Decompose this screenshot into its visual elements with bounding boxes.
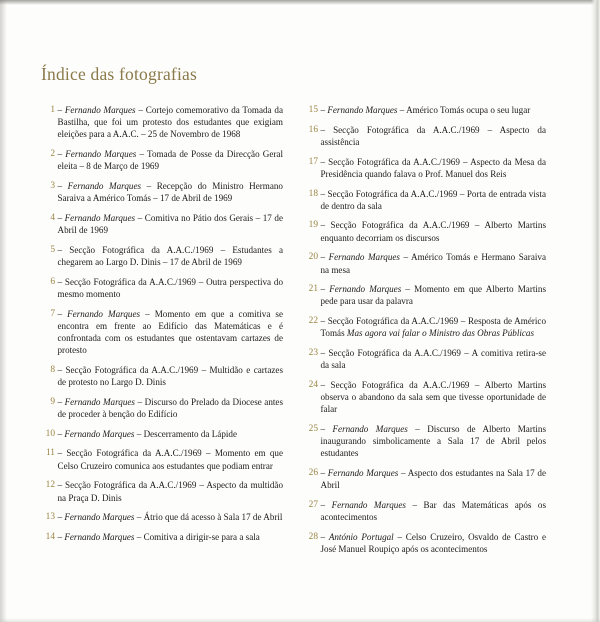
entry-number: 17	[308, 156, 318, 167]
index-entry	[304, 219, 546, 243]
entry-credit: Fernando Marques	[65, 149, 137, 160]
entry-description: Aspecto da assistência	[320, 124, 547, 147]
entry-description: Recepção do Ministro Hermano Saraiva a Américo Tomás – 17 de Abril de 1969	[57, 181, 283, 204]
entry-separator-dash: –	[57, 448, 67, 459]
entry-separator-dash: –	[405, 500, 424, 511]
entry-separator-dash: –	[320, 316, 328, 327]
entry-separator-dash: –	[57, 308, 68, 319]
index-entry	[41, 104, 283, 141]
entry-separator-dash: –	[393, 531, 406, 542]
index-entry	[41, 364, 283, 388]
entry-credit: Secção Fotográfica da A.A.C./1969	[64, 276, 196, 287]
entry-credit: Secção Fotográfica da A.A.C./1969	[65, 480, 197, 491]
entry-separator-dash: –	[320, 424, 333, 435]
entry-credit: Secção Fotográfica da A.A.C./1969	[333, 124, 480, 135]
entry-separator-dash: –	[459, 156, 471, 167]
entry-separator-dash: –	[57, 181, 68, 192]
entry-description: Américo Tomás ocupa o seu lugar	[406, 105, 531, 115]
index-entry	[41, 276, 283, 300]
entry-number: 24	[308, 379, 318, 390]
entry-number: 4	[50, 212, 55, 223]
entry-description: Momento em que a comitiva se encontra em frente ao Edifício das Matemáticas e é confrontada com os estudantes que ostentavam cartazes de protesto	[57, 308, 283, 356]
entry-credit: Fernando Marques	[327, 105, 398, 115]
entry-number: 25	[308, 424, 318, 435]
entry-body	[321, 315, 547, 339]
entry-description: Discurso do Prelado da Diocese antes de proceder à benção do Edifício	[57, 396, 283, 420]
page-title: Índice das fotografias	[41, 64, 198, 84]
entry-description: Aspecto da Mesa da Presidência quando falava o Prof. Manuel dos Reis	[320, 156, 547, 179]
entry-body	[321, 104, 547, 116]
entry-separator-dash: –	[320, 348, 329, 359]
entry-number: 18	[308, 188, 318, 199]
entry-number: 14	[45, 531, 55, 542]
entry-quoted-title: Mas agora vai falar o Ministro das Obras Públicas	[346, 328, 534, 339]
entry-description: Tomada de Posse da Direcção Geral eleita – 8 de Março de 1969	[57, 149, 283, 172]
entry-separator-dash: –	[320, 105, 328, 115]
entry-body	[58, 447, 284, 471]
entry-number: 22	[308, 316, 318, 327]
index-entry	[304, 315, 546, 339]
entry-description: Aspecto dos estudantes na Sala 17 de Abril	[320, 468, 546, 491]
entry-body	[321, 347, 547, 371]
entry-body	[58, 396, 284, 420]
entry-separator-dash: –	[320, 531, 329, 542]
entry-separator-dash: –	[479, 124, 500, 135]
entry-body	[58, 212, 284, 236]
entry-number: 3	[50, 181, 55, 192]
entry-description: Alberto Martins observa o abandono da sala sem que tivesse oportunidade de falar	[320, 379, 546, 415]
entry-credit: Secção Fotográfica da A.A.C./1969	[69, 244, 214, 255]
entry-number: 16	[308, 124, 318, 135]
entry-credit: Secção Fotográfica da A.A.C./1969	[328, 156, 460, 167]
entry-number: 26	[308, 468, 318, 479]
entry-description: Comitiva no Pátio dos Gerais – 17 de Abril de 1969	[57, 212, 284, 236]
entry-separator-dash: –	[320, 284, 330, 295]
entry-body	[58, 531, 284, 543]
index-entry	[304, 251, 546, 275]
scan-edge-right	[591, 0, 600, 622]
entry-credit: Fernando Marques	[67, 308, 141, 319]
entry-credit: Fernando Marques	[67, 181, 142, 192]
entry-separator-dash: –	[397, 105, 407, 115]
entry-description: Cortejo comemorativo da Tomada da Bastilha, que foi um protesto dos estudantes que exigiam eleições para a A.A.C. – 25 de Novembro de 1968	[57, 105, 283, 140]
entry-credit: Fernando Marques	[331, 500, 406, 511]
entry-separator-dash: –	[140, 308, 155, 319]
entry-description: Descerramento da Lápide	[143, 428, 237, 439]
entry-separator-dash: –	[57, 480, 66, 491]
entry-body	[58, 511, 284, 523]
entry-credit: Fernando Marques	[329, 284, 402, 295]
entry-separator-dash: –	[57, 396, 65, 407]
entry-description: Estudantes a chegarem ao Largo D. Dinis – 17 de Abril de 1969	[57, 244, 283, 268]
entry-separator-dash: –	[320, 124, 334, 135]
entry-separator-dash: –	[213, 244, 233, 255]
index-entry	[41, 479, 283, 503]
entry-body	[58, 244, 284, 268]
entry-body	[321, 499, 547, 523]
entry-separator-dash: –	[136, 149, 148, 160]
entry-separator-dash: –	[320, 220, 331, 231]
entry-separator-dash: –	[320, 500, 332, 511]
entry-body	[58, 276, 284, 300]
entry-body	[58, 364, 284, 388]
entry-separator-dash: –	[134, 512, 144, 523]
index-entry	[304, 104, 546, 116]
entry-number: 28	[308, 531, 318, 542]
entry-separator-dash: –	[141, 181, 157, 192]
index-entry	[41, 180, 283, 204]
index-entry	[304, 188, 546, 212]
entry-number: 5	[50, 244, 55, 255]
entry-credit: Secção Fotográfica da A.A.C./1969	[65, 364, 199, 375]
entry-separator-dash: –	[320, 156, 329, 167]
entry-number: 9	[50, 396, 55, 407]
entry-description: Momento em que Alberto Martins pede para usar da palavra	[320, 284, 546, 307]
entry-separator-dash: –	[57, 364, 66, 375]
entry-separator-dash: –	[469, 220, 485, 231]
entry-separator-dash: –	[57, 428, 65, 439]
entry-credit: Secção Fotográfica da A.A.C./1969	[66, 448, 202, 459]
index-entry	[41, 447, 283, 471]
entry-body	[58, 104, 284, 141]
entry-description: Outra perspectiva do mesmo momento	[57, 276, 283, 299]
entry-number: 21	[308, 284, 318, 295]
entry-separator-dash: –	[460, 348, 472, 359]
index-entry	[41, 148, 283, 172]
entry-description: Bar das Matemáticas após os acontecimentos	[320, 500, 546, 523]
entry-separator-dash: –	[399, 252, 412, 263]
entry-credit: Fernando Marques	[64, 396, 135, 407]
index-column-right	[304, 104, 546, 563]
entry-separator-dash: –	[198, 364, 210, 375]
entry-number: 2	[50, 149, 55, 160]
entry-description: Aspecto da multidão na Praça D. Dinis	[57, 480, 283, 503]
entry-credit: Secção Fotográfica da A.A.C./1969	[330, 220, 470, 231]
entry-number: 6	[50, 276, 55, 287]
entry-description: Alberto Martins enquanto decorriam os discursos	[320, 220, 546, 243]
entry-body	[321, 283, 547, 307]
entry-body	[321, 219, 547, 243]
index-entry	[41, 396, 283, 420]
entry-number: 1	[50, 105, 55, 115]
entry-separator-dash: –	[320, 252, 329, 263]
entry-credit: Fernando Marques	[64, 212, 136, 223]
entry-description: Momento em que Celso Cruzeiro comunica aos estudantes que podiam entrar	[57, 448, 283, 471]
index-entry	[41, 428, 283, 440]
entry-credit: Fernando Marques	[64, 512, 135, 523]
index-entry	[304, 124, 546, 148]
entry-credit: Fernando Marques	[64, 428, 135, 439]
entry-credit: Fernando Marques	[328, 252, 400, 263]
entry-number: 20	[308, 252, 318, 263]
entry-separator-dash: –	[407, 424, 428, 435]
index-entry	[304, 467, 546, 491]
entry-credit: António Portugal	[328, 531, 394, 542]
entry-separator-dash: –	[201, 448, 215, 459]
index-entry	[304, 499, 546, 523]
entry-separator-dash: –	[195, 276, 207, 287]
index-entry	[41, 308, 283, 357]
entry-body	[58, 428, 284, 440]
entry-separator-dash: –	[57, 276, 65, 287]
entry-description: A comitiva retira-se da sala	[320, 348, 546, 371]
scan-shadow-top-edge	[0, 0, 600, 5]
index-entry	[41, 244, 283, 268]
entry-body	[321, 124, 547, 148]
index-entry	[41, 531, 283, 543]
entry-body	[321, 188, 547, 212]
entry-separator-dash: –	[398, 468, 408, 479]
entry-separator-dash: –	[57, 531, 65, 542]
entry-separator-dash: –	[135, 212, 145, 223]
index-entry	[304, 283, 546, 307]
entry-body	[321, 531, 547, 555]
entry-separator-dash: –	[134, 531, 144, 542]
entry-credit: Fernando Marques	[64, 531, 135, 542]
entry-separator-dash: –	[457, 188, 467, 199]
entry-separator-dash: –	[469, 379, 485, 390]
index-entry	[304, 531, 546, 555]
entry-credit: Secção Fotográfica da A.A.C./1969	[330, 379, 470, 390]
scan-shadow-bottom-edge	[0, 618, 600, 622]
entry-credit: Fernando Marques	[327, 468, 399, 479]
entry-number: 13	[45, 512, 55, 523]
entry-credit: Secção Fotográfica da A.A.C./1969	[327, 316, 459, 327]
entry-body	[58, 308, 284, 357]
entry-description: Celso Cruzeiro, Osvaldo de Castro e José Manuel Roupiço após os acontecimentos	[320, 531, 547, 555]
entry-description: Porta de entrada vista de dentro da sala	[320, 188, 546, 211]
entry-description: Átrio que dá acesso à Sala 17 de Abril	[143, 512, 283, 523]
entry-separator-dash: –	[401, 284, 415, 295]
entry-description: Resposta de Américo Tomás	[320, 316, 546, 339]
entry-separator-dash: –	[57, 244, 70, 255]
entry-body	[58, 479, 284, 503]
index-entry	[304, 347, 546, 371]
index-entry	[41, 212, 283, 236]
entry-separator-dash: –	[57, 149, 66, 160]
index-entry	[304, 379, 546, 416]
entry-body	[321, 251, 547, 275]
entry-credit: Fernando Marques	[332, 424, 408, 435]
entry-credit: Secção Fotográfica da A.A.C./1969	[328, 348, 461, 359]
entry-separator-dash: –	[134, 396, 145, 407]
entry-credit: Secção Fotográfica da A.A.C./1969	[327, 188, 458, 199]
entry-description: Multidão e cartazes de protesto no Largo D. Dinis	[57, 364, 283, 388]
entry-number: 23	[308, 348, 318, 359]
entry-number: 27	[308, 500, 318, 511]
index-entry	[304, 156, 546, 180]
entry-separator-dash: –	[196, 480, 207, 491]
entry-separator-dash: –	[320, 379, 331, 390]
entry-number: 15	[308, 105, 318, 115]
entry-number: 7	[50, 308, 55, 319]
entry-body	[321, 379, 547, 416]
entry-separator-dash: –	[320, 468, 328, 479]
entry-number: 19	[308, 220, 318, 231]
entry-separator-dash: –	[320, 188, 328, 199]
entry-separator-dash: –	[57, 105, 65, 115]
entry-body	[321, 423, 547, 460]
entry-separator-dash: –	[135, 105, 146, 115]
index-entry	[304, 423, 546, 460]
index-column-left	[41, 104, 283, 563]
entry-body	[58, 148, 284, 172]
entry-separator-dash: –	[134, 428, 144, 439]
entry-number: 12	[45, 480, 55, 491]
entry-number: 11	[45, 448, 55, 459]
entry-description: Américo Tomás e Hermano Saraiva na mesa	[320, 252, 546, 275]
entry-body	[58, 180, 284, 204]
scan-shadow-left-edge	[0, 0, 7, 622]
entry-separator-dash: –	[57, 512, 65, 523]
index-columns	[41, 104, 546, 563]
entry-separator-dash: –	[57, 212, 65, 223]
entry-credit: Fernando Marques	[64, 105, 136, 115]
entry-description: Discurso de Alberto Martins inaugurando simbolicamente a Sala 17 de Abril pelos estudantes	[320, 424, 546, 459]
entry-separator-dash: –	[458, 316, 468, 327]
entry-number: 10	[45, 428, 55, 439]
entry-body	[321, 156, 547, 180]
index-entry	[41, 511, 283, 523]
entry-number: 8	[50, 364, 55, 375]
entry-body	[321, 467, 547, 491]
entry-description: Comitiva a dirigir-se para a sala	[143, 531, 260, 542]
